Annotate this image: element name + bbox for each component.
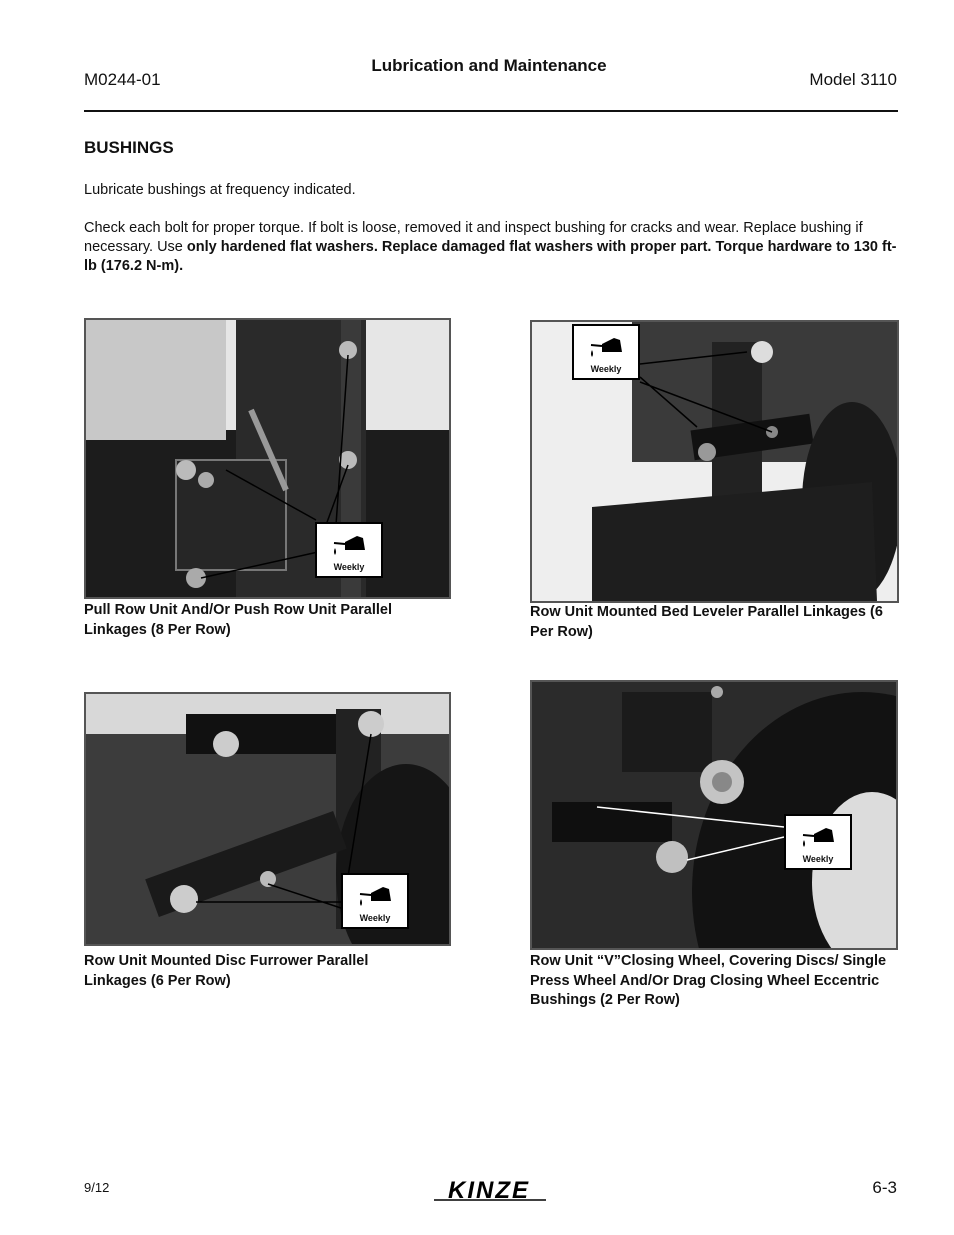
paragraph-torque-bold: only hardened flat washers. Replace damaged flat washers with proper part. Torque hardware to 130 ft-lb (176.2 N-m). — [84, 239, 897, 274]
header-divider — [84, 110, 898, 112]
weekly-badge — [784, 814, 852, 870]
oil-can-icon — [357, 879, 395, 909]
caption-disc-furrower-linkages: Row Unit Mounted Disc Furrower Parallel Linkages (6 Per Row) — [84, 953, 369, 989]
weekly-badge — [572, 324, 640, 380]
caption-pull-row-unit-linkages: Pull Row Unit And/Or Push Row Unit Parallel Linkages (8 Per Row) — [84, 602, 393, 638]
page-number: 6-3 — [872, 1178, 897, 1197]
header-section-title: Lubrication and Maintenance — [371, 56, 607, 75]
weekly-badge-label: Weekly — [590, 364, 622, 374]
photo-pull-row-unit-linkages — [84, 318, 451, 599]
weekly-badge-label: Weekly — [359, 913, 391, 923]
oil-can-icon — [800, 820, 838, 850]
photo-closing-wheel-bushings — [530, 680, 898, 950]
paragraph-torque-normal: Check each bolt for proper torque. If bolt is loose, removed it and inspect bushing for cracks and wear. Replace bushing if necessary. Use — [84, 220, 863, 255]
photo-bed-leveler-linkages — [530, 320, 899, 603]
weekly-badge-label: Weekly — [333, 562, 365, 572]
weekly-badge — [341, 873, 409, 929]
paragraph-torque — [84, 219, 898, 276]
section-title: BUSHINGS — [84, 138, 174, 157]
caption-bed-leveler-linkages: Row Unit Mounted Bed Leveler Parallel Linkages (6 Per Row) — [530, 604, 883, 640]
kinze-logo — [428, 1176, 550, 1204]
paragraph-frequency: Lubricate bushings at frequency indicated. — [84, 182, 356, 198]
revision-date: 9/12 — [84, 1180, 110, 1195]
svg-text:KINZE: KINZE — [448, 1177, 530, 1204]
weekly-badge-label: Weekly — [802, 854, 834, 864]
photo-disc-furrower-linkages — [84, 692, 451, 946]
weekly-badge — [315, 522, 383, 578]
oil-can-icon — [588, 330, 626, 360]
document-number: M0244-01 — [84, 70, 161, 89]
oil-can-icon — [331, 528, 369, 558]
caption-closing-wheel-bushings: Row Unit “V”Closing Wheel, Covering Discs/ Single Press Wheel And/Or Drag Closing Wheel Eccentric Bushings (2 Per Row) — [530, 953, 887, 1008]
model-label: Model 3110 — [809, 70, 897, 89]
